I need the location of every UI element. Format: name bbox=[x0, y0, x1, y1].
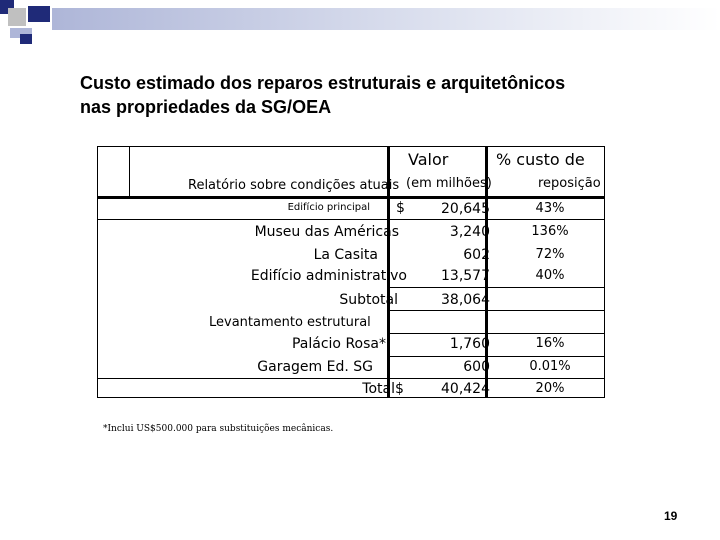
row-pct: 43% bbox=[535, 201, 565, 216]
row-value: 1,760 bbox=[449, 336, 490, 352]
title-line-2: nas propriedades da SG/OEA bbox=[80, 97, 332, 117]
row-pct-total: 20% bbox=[535, 381, 565, 396]
row-pct: 16% bbox=[535, 336, 565, 351]
row-label: Edifício principal bbox=[287, 202, 370, 213]
row-line bbox=[97, 378, 605, 379]
corner-square-blue bbox=[28, 6, 50, 22]
title-line-1: Custo estimado dos reparos estruturais e arquitetônicos bbox=[80, 73, 566, 93]
header-reposicao: reposição bbox=[538, 176, 601, 191]
row-pct: 0.01% bbox=[529, 359, 571, 374]
row-label: Edifício administrativo bbox=[250, 268, 407, 284]
corner-square-blue bbox=[20, 34, 32, 44]
row-pct: 72% bbox=[535, 247, 565, 262]
row-line bbox=[387, 333, 605, 334]
row-currency-total: $ bbox=[395, 381, 404, 397]
header-em-milhoes: (em milhões) bbox=[406, 176, 492, 191]
table-left-inner-line bbox=[129, 146, 130, 196]
section-label: Levantamento estrutural bbox=[209, 315, 371, 330]
row-label-total: Total bbox=[362, 381, 395, 397]
row-line bbox=[387, 356, 605, 357]
row-value: 600 bbox=[463, 359, 490, 375]
row-line bbox=[97, 219, 605, 220]
header-section-title: Relatório sobre condições atuais bbox=[188, 178, 400, 193]
page-number: 19 bbox=[664, 509, 678, 523]
row-currency: $ bbox=[396, 200, 405, 216]
corner-square-gray bbox=[8, 8, 26, 26]
header-bottom-line bbox=[97, 196, 605, 199]
footnote: *Inclui US$500.000 para substituições mecânicas. bbox=[103, 424, 334, 434]
row-value: 20,645 bbox=[441, 201, 490, 217]
row-line bbox=[387, 310, 605, 311]
row-label: Garagem Ed. SG bbox=[257, 359, 373, 375]
header-valor: Valor bbox=[408, 150, 449, 169]
header-pct-custo: % custo de bbox=[496, 150, 585, 169]
row-value-total: 40,424 bbox=[441, 381, 490, 397]
page-title bbox=[80, 71, 680, 119]
row-value-subtotal: 38,064 bbox=[441, 292, 490, 308]
row-value: 602 bbox=[463, 247, 490, 263]
row-value: 3,240 bbox=[449, 224, 490, 240]
corner-strip-light bbox=[52, 8, 720, 30]
row-label: Palácio Rosa* bbox=[291, 336, 386, 352]
row-value: 13,577 bbox=[441, 268, 490, 284]
row-pct: 40% bbox=[535, 268, 565, 283]
row-pct: 136% bbox=[531, 224, 569, 239]
row-line bbox=[387, 287, 605, 288]
row-label-subtotal: Subtotal bbox=[339, 292, 398, 308]
row-label: Museu das Américas bbox=[254, 224, 399, 240]
row-label: La Casita bbox=[313, 247, 378, 263]
